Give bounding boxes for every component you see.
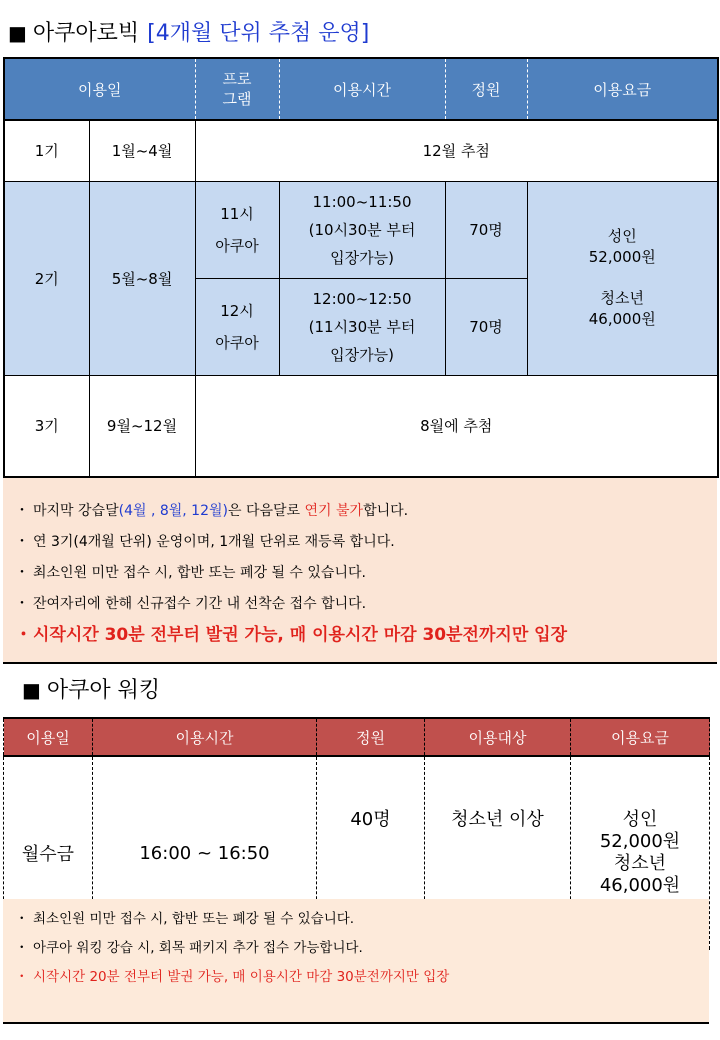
bullet-dot-icon: ・ xyxy=(15,940,29,956)
lottery-note-cell: 12월 추첨 xyxy=(195,120,718,181)
aquarobics-schedule-table xyxy=(3,57,719,478)
date-cell: 월수금 xyxy=(4,756,93,950)
header-fee: 이용요금 xyxy=(527,58,718,120)
header-date: 이용일 xyxy=(4,58,195,120)
header-target: 이용대상 xyxy=(425,718,571,756)
aquarobics-notes xyxy=(3,478,717,664)
header-fee: 이용요금 xyxy=(571,718,710,756)
fee-adult-price: 52,000원 xyxy=(588,248,656,266)
note-text: 잔여자리에 한해 신규접수 기간 내 선착순 접수 합니다. xyxy=(33,596,367,612)
bullet-dot-icon: ・ xyxy=(15,503,29,519)
note-text: 합니다. xyxy=(363,503,409,519)
note-warning-highlight: 연기 불가 xyxy=(304,503,364,519)
square-bullet-icon: ■ xyxy=(8,21,27,45)
note-text: 시작시간 30분 전부터 발권 가능, 매 이용시간 마감 30분전까지만 입장 xyxy=(33,625,568,645)
bullet-dot-icon: ・ xyxy=(15,911,29,927)
term-cell: 3기 xyxy=(4,375,89,477)
section-title-text: 아쿠아로빅 xyxy=(32,21,140,46)
note-text: 은 다음달로 xyxy=(228,503,305,519)
fee-youth-price: 46,000원 xyxy=(588,310,656,328)
bullet-dot-icon: ・ xyxy=(15,596,29,612)
fee-youth-label: 청소년 xyxy=(600,289,644,307)
note-item xyxy=(15,527,717,558)
section-title-aqua-walking xyxy=(22,677,160,704)
note-text: 최소인원 미만 접수 시, 합반 또는 폐강 될 수 있습니다. xyxy=(33,911,355,927)
capacity-cell: 40명 xyxy=(317,756,425,950)
bullet-dot-icon: ・ xyxy=(15,534,29,550)
note-item xyxy=(15,496,717,527)
target-cell: 청소년 이상 xyxy=(425,756,571,950)
fee-cell xyxy=(527,181,718,375)
fee-cell: 성인 52,000원 청소년 46,000원 xyxy=(571,756,710,950)
capacity-cell: 70명 xyxy=(445,181,527,278)
months-cell: 1월~4월 xyxy=(89,120,195,181)
note-text: 시작시간 20분 전부터 발권 가능, 매 이용시간 마감 30분전까지만 입장 xyxy=(33,969,450,985)
time-cell: 16:00 ~ 16:50 xyxy=(93,756,317,950)
header-capacity: 정원 xyxy=(317,718,425,756)
header-time: 이용시간 xyxy=(93,718,317,756)
term-cell: 1기 xyxy=(4,120,89,181)
note-months-highlight: (4월 , 8월, 12월) xyxy=(118,503,228,519)
term-cell: 2기 xyxy=(4,181,89,375)
header-time: 이용시간 xyxy=(279,58,445,120)
program-cell: 11시 아쿠아 xyxy=(195,181,279,278)
bullet-dot-icon: ・ xyxy=(15,969,29,985)
note-text: 아쿠아 워킹 강습 시, 회목 패키지 추가 접수 가능합니다. xyxy=(33,940,363,956)
table-row xyxy=(4,120,718,181)
header-capacity: 정원 xyxy=(445,58,527,120)
time-cell: 12:00~12:50 (11시30분 부터 입장가능) xyxy=(279,278,445,375)
table-row xyxy=(4,375,718,477)
section-title-text: 아쿠아 워킹 xyxy=(46,678,161,703)
section-title-aquarobics xyxy=(8,20,369,47)
header-date: 이용일 xyxy=(4,718,93,756)
bullet-dot-icon: ・ xyxy=(15,565,29,581)
lottery-note-cell: 8월에 추첨 xyxy=(195,375,718,477)
aqua-walking-notes xyxy=(3,899,709,1024)
time-cell: 11:00~11:50 (10시30분 부터 입장가능) xyxy=(279,181,445,278)
months-cell: 5월~8월 xyxy=(89,181,195,375)
table-row xyxy=(4,181,718,278)
note-item xyxy=(15,934,709,963)
note-item-important xyxy=(15,620,717,651)
note-text: 연 3기(4개월 단위) 운영이며, 1개월 단위로 재등록 합니다. xyxy=(33,534,395,550)
note-text: 최소인원 미만 접수 시, 합반 또는 폐강 될 수 있습니다. xyxy=(33,565,366,581)
header-program: 프로 그램 xyxy=(195,58,279,120)
square-bullet-icon: ■ xyxy=(22,678,41,702)
table-header-row xyxy=(4,58,718,120)
section-subtitle: [4개월 단위 추첨 운영] xyxy=(147,21,370,46)
bullet-dot-icon: ・ xyxy=(15,625,32,645)
note-item-important xyxy=(15,963,709,992)
table-header-row xyxy=(4,718,710,756)
program-cell: 12시 아쿠아 xyxy=(195,278,279,375)
note-item xyxy=(15,905,709,934)
months-cell: 9월~12월 xyxy=(89,375,195,477)
capacity-cell: 70명 xyxy=(445,278,527,375)
note-item xyxy=(15,589,717,620)
note-text: 마지막 강습달 xyxy=(33,503,119,519)
note-item xyxy=(15,558,717,589)
fee-adult-label: 성인 xyxy=(607,227,637,245)
